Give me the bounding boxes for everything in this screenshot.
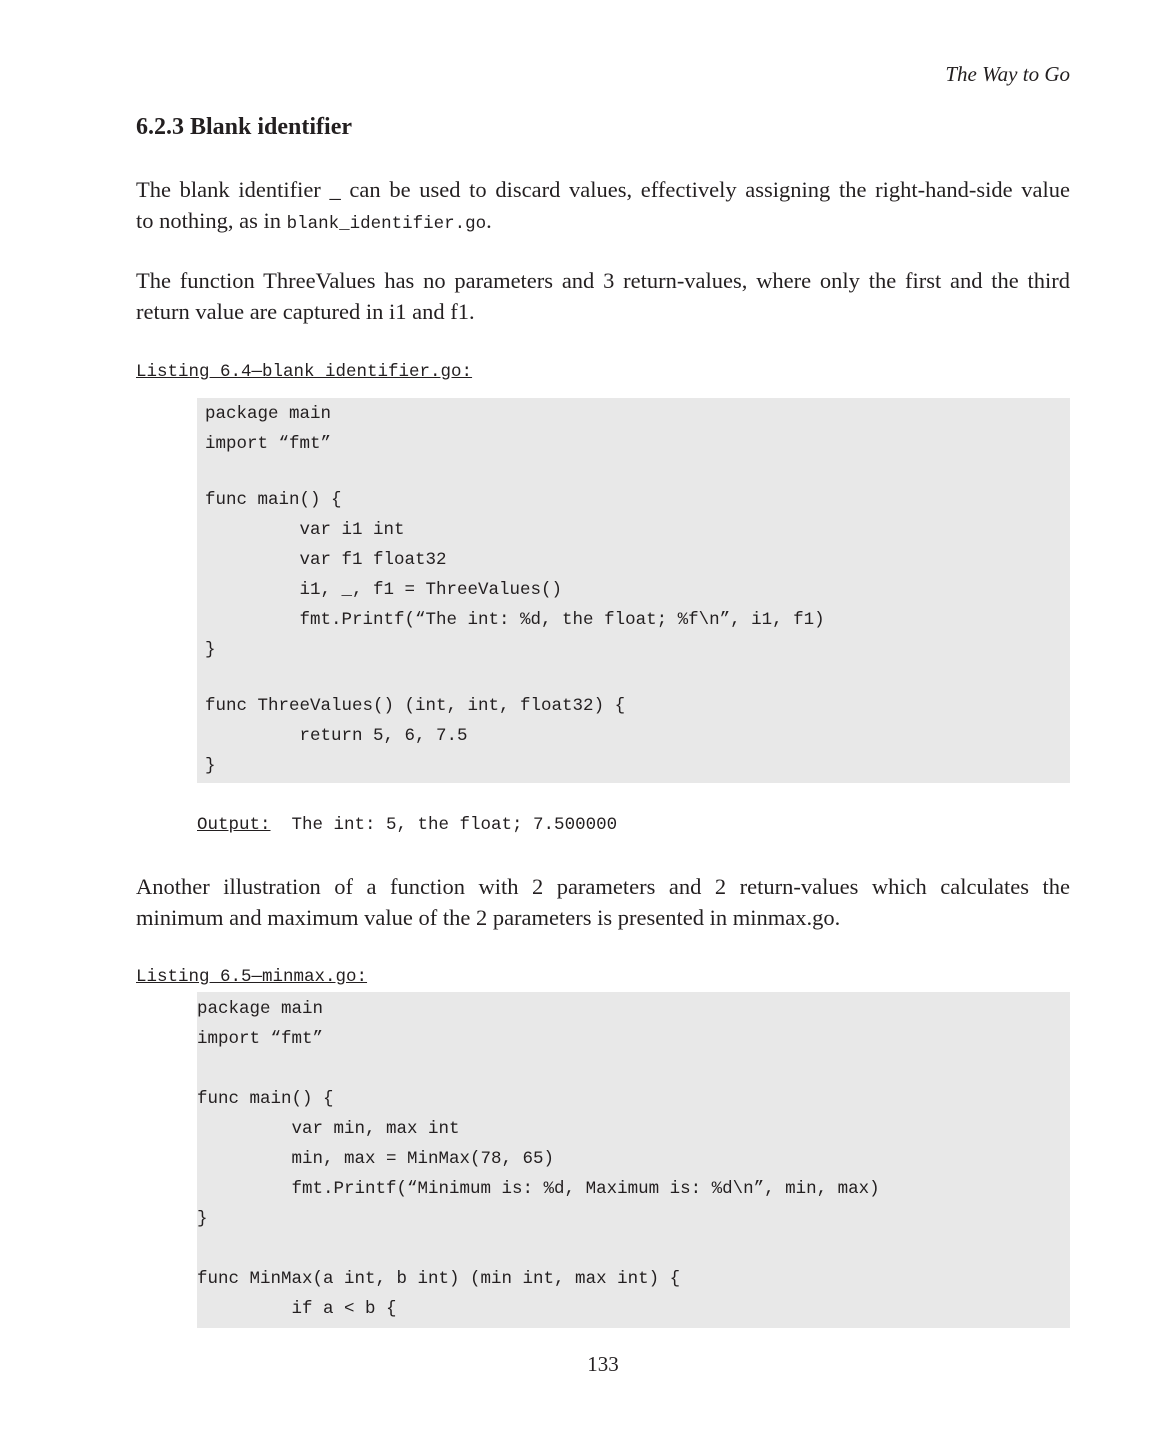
- code-line: }: [205, 756, 216, 776]
- code-line: import “fmt”: [205, 434, 332, 454]
- paragraph-line: return value are captured in i1 and f1.: [136, 299, 475, 324]
- code-line: func main() {: [197, 1089, 334, 1109]
- running-head: The Way to Go: [945, 62, 1070, 86]
- section-heading: 6.2.3 Blank identifier: [136, 114, 353, 140]
- text: .: [486, 208, 492, 233]
- code-line: package main: [205, 404, 332, 424]
- code-block-listing-6-5: [197, 992, 1070, 1328]
- code-line: [205, 665, 1070, 691]
- text: to nothing, as in: [136, 208, 287, 233]
- code-line: import “fmt”: [197, 1029, 324, 1049]
- code-line: min, max = MinMax(78, 65): [197, 1149, 555, 1169]
- page-number: 133: [587, 1352, 619, 1376]
- code-line: if a < b {: [197, 1299, 397, 1319]
- code-line: func ThreeValues() (int, int, float32) {: [205, 696, 626, 716]
- paragraph-line: Another illustration of a function with 2 parameters and 2 return-values which calculates the: [136, 874, 1070, 899]
- paragraph-line: minimum and maximum value of the 2 parameters is presented in minmax.go.: [136, 905, 841, 930]
- code-line: }: [205, 640, 216, 660]
- output-text: The int: 5, the float; 7.500000: [270, 815, 618, 835]
- code-line: i1, _, f1 = ThreeValues(): [205, 580, 563, 600]
- output-line: [197, 815, 617, 835]
- code-line: return 5, 6, 7.5: [205, 726, 468, 746]
- code-line: [197, 1234, 1070, 1264]
- code-line: }: [197, 1209, 208, 1229]
- code-line: [197, 1054, 1070, 1084]
- paragraph-line: The function ThreeValues has no parameters and 3 return-values, where only the first and the third: [136, 268, 1070, 293]
- code-line: package main: [197, 999, 324, 1019]
- listing-caption: Listing 6.4—blank_identifier.go:: [136, 362, 473, 382]
- code-line: var i1 int: [205, 520, 405, 540]
- code-line: var f1 float32: [205, 550, 447, 570]
- code-line: [205, 459, 1070, 485]
- paragraph-threevalues: [136, 265, 1070, 327]
- listing-caption: Listing 6.5—minmax.go:: [136, 967, 368, 987]
- code-line: func MinMax(a int, b int) (min int, max int) {: [197, 1269, 681, 1289]
- paragraph-blank-identifier: [136, 174, 1070, 240]
- paragraph-minmax: [136, 871, 1070, 933]
- code-line: fmt.Printf(“The int: %d, the float; %f\n”, i1, f1): [205, 610, 825, 630]
- code-line: var min, max int: [197, 1119, 460, 1139]
- output-label: Output:: [197, 815, 271, 835]
- code-block-listing-6-4: [197, 398, 1070, 783]
- paragraph-line: [136, 205, 1070, 240]
- code-line: func main() {: [205, 490, 342, 510]
- paragraph-line: The blank identifier _ can be used to discard values, effectively assigning the right-hand-side value: [136, 177, 1070, 202]
- inline-code-filename: blank_identifier.go: [286, 214, 487, 234]
- code-line: fmt.Printf(“Minimum is: %d, Maximum is: %d\n”, min, max): [197, 1179, 880, 1199]
